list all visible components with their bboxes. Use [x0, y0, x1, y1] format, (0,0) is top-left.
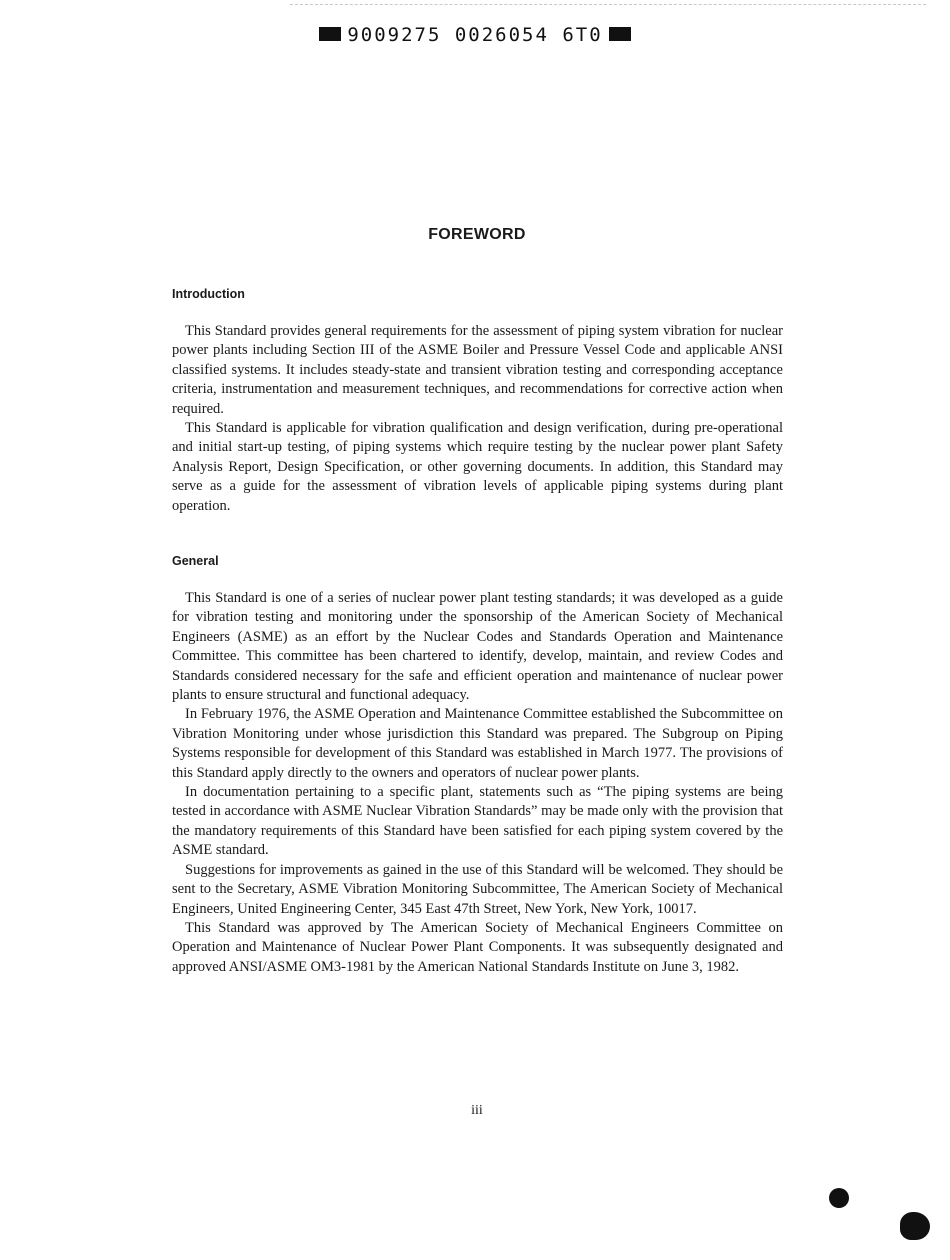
introduction-body [172, 322, 783, 516]
ink-blot-mark [829, 1188, 849, 1208]
general-paragraph: Suggestions for improvements as gained in the use of this Standard will be welcomed. They should be sent to the Secretary, ASME Vibration Monitoring Subcommittee, The American Society of Mechanical Engineers, United Engineering Center, 345 East 47th Street, New York, New York, 10017. [172, 861, 783, 917]
general-paragraph: In documentation pertaining to a specific plant, statements such as “The piping systems are being tested in accordance with ASME Nuclear Vibration Standards” may be made only with the provision that the mandatory requirements of this Standard have been satisfied for each piping system covered by the ASME standard. [172, 784, 783, 859]
general-paragraph: In February 1976, the ASME Operation and Maintenance Committee established the Subcommittee on Vibration Monitoring under whose jurisdiction this Standard was prepared. The Subgroup on Piping Systems responsible for development of this Standard was established in March 1977. The provisions of this Standard apply directly to the owners and operators of nuclear power plants. [172, 706, 783, 781]
general-paragraph: This Standard is one of a series of nuclear power plant testing standards; it was developed as a guide for vibration testing and monitoring under the sponsorship of the American Society of Mechanical Engineers (ASME) as an effort by the Nuclear Codes and Standards Operation and Maintenance Committee. This committee has been chartered to identify, develop, maintain, and review Codes and Standards considered necessary for the safe and efficient operation and maintenance of nuclear power plants to ensure structural and functional adequacy. [172, 590, 783, 704]
section-heading-introduction: Introduction [172, 287, 245, 301]
ink-smudge-mark [900, 1212, 930, 1240]
page-number: iii [471, 1103, 483, 1118]
general-body [172, 589, 783, 977]
introduction-paragraph: This Standard provides general requirements for the assessment of piping system vibration for nuclear power plants including Section III of the ASME Boiler and Pressure Vessel Code and applicable ANSI classified systems. It includes steady-state and transient vibration testing and corresponding acceptance criteria, instrumentation and measurement techniques, and recommendations for corrective action when required. [172, 323, 783, 417]
control-number: 9009275 0026054 6T0 [347, 24, 603, 46]
barcode-block-left [319, 27, 341, 41]
introduction-paragraph: This Standard is applicable for vibration qualification and design verification, during pre-operational and initial start-up testing, of piping systems which require testing by the nuclear power plant Safety Analysis Report, Design Specification, or other governing documents. In addition, this Standard may serve as a guide for the assessment of vibration levels of applicable piping systems during plant operation. [172, 420, 783, 514]
page-title: FOREWORD [428, 226, 526, 243]
document-control-code [0, 24, 950, 46]
section-heading-general: General [172, 554, 219, 568]
scan-border-line [290, 4, 926, 5]
general-paragraph: This Standard was approved by The American Society of Mechanical Engineers Committee on Operation and Maintenance of Nuclear Power Plant Components. It was subsequently designated and approved ANSI/ASME OM3-1981 by the American National Standards Institute on June 3, 1982. [172, 919, 783, 975]
barcode-block-right [609, 27, 631, 41]
